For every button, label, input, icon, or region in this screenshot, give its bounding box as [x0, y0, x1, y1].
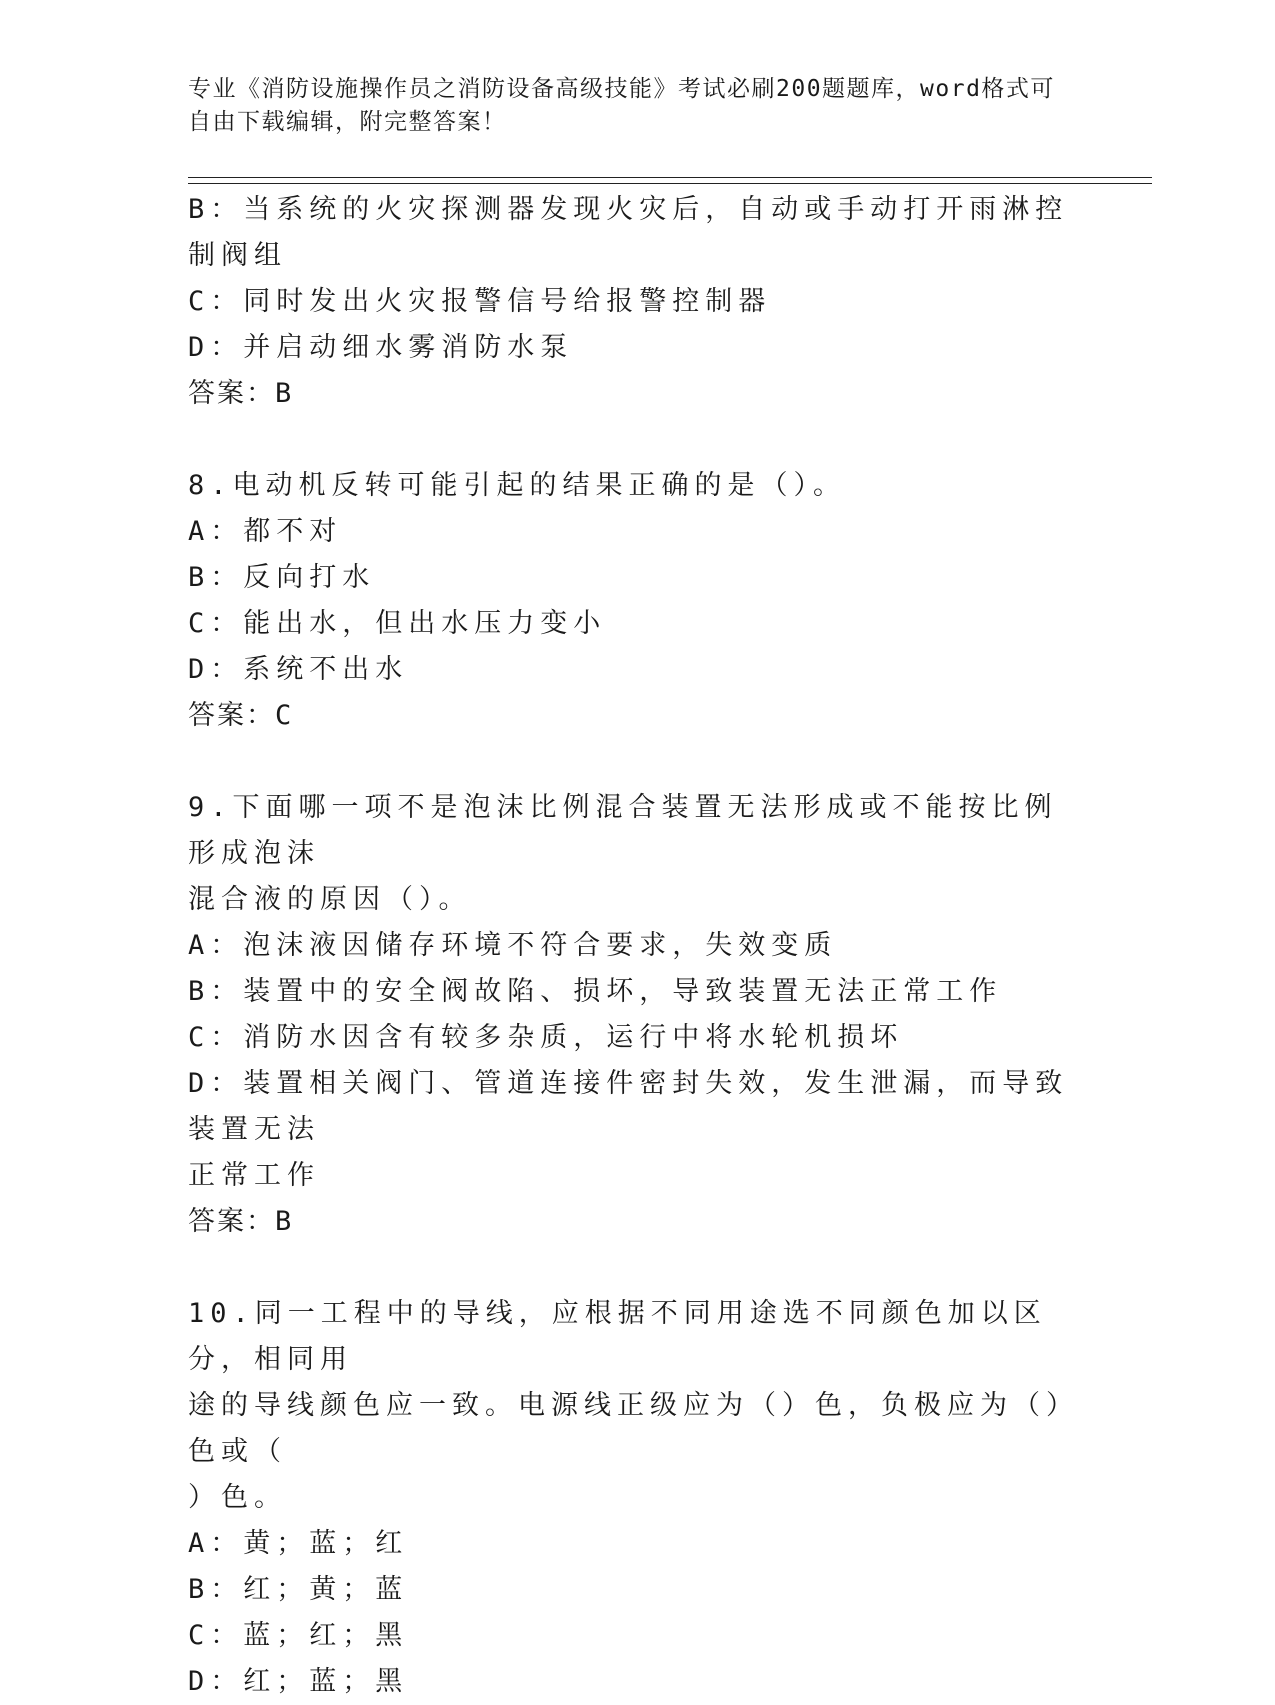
- option-b: B：红；黄；蓝: [188, 1574, 409, 1605]
- question-9: [188, 785, 1088, 1245]
- option-c: C：能出水，但出水压力变小: [188, 608, 607, 639]
- option-d: D：系统不出水: [188, 654, 409, 685]
- spacer: [188, 1245, 1088, 1291]
- option-b: B：装置中的安全阀故陷、损坏，导致装置无法正常工作: [188, 976, 1003, 1007]
- question-list: [188, 187, 1088, 1705]
- option-d-line2: 正常工作: [188, 1160, 320, 1191]
- question-text-line1: 10.同一工程中的导线，应根据不同用途选不同颜色加以区分，相同用: [188, 1298, 1047, 1375]
- option-a: A：黄；蓝；红: [188, 1528, 409, 1559]
- spacer: [188, 739, 1088, 785]
- option-d-line1: D：装置相关阀门、管道连接件密封失效，发生泄漏，而导致装置无法: [188, 1068, 1069, 1145]
- question-8: [188, 463, 1088, 739]
- header-divider-bottom: [188, 183, 1152, 184]
- answer-line: 答案：B: [188, 378, 294, 409]
- option-b: B：当系统的火灾探测器发现火灾后，自动或手动打开雨淋控制阀组: [188, 194, 1069, 271]
- question-10: [188, 1291, 1088, 1705]
- document-header: [188, 73, 1068, 139]
- question-text-line3: ）色。: [188, 1482, 287, 1513]
- header-title-line2: 自由下载编辑，附完整答案！: [188, 109, 507, 135]
- question-7-continuation: [188, 187, 1088, 417]
- option-d: D：红；蓝；黑: [188, 1666, 409, 1697]
- question-text: 8.电动机反转可能引起的结果正确的是（）。: [188, 470, 847, 501]
- option-b: B：反向打水: [188, 562, 376, 593]
- option-c: C：蓝；红；黑: [188, 1620, 409, 1651]
- header-divider-top: [188, 177, 1152, 178]
- question-text-line2: 途的导线颜色应一致。电源线正级应为（）色，负极应为（）色或（: [188, 1390, 1079, 1467]
- option-d: D：并启动细水雾消防水泵: [188, 332, 574, 363]
- answer-line: 答案：B: [188, 1206, 294, 1237]
- spacer: [188, 417, 1088, 463]
- question-text-line2: 混合液的原因（）。: [188, 884, 472, 915]
- question-text-line1: 9.下面哪一项不是泡沫比例混合装置无法形成或不能按比例形成泡沫: [188, 792, 1058, 869]
- option-c: C：同时发出火灾报警信号给报警控制器: [188, 286, 772, 317]
- answer-line: 答案：C: [188, 700, 294, 731]
- option-a: A：都不对: [188, 516, 343, 547]
- header-title-line1: 专业《消防设施操作员之消防设备高级技能》考试必刷200题题库，word格式可: [188, 76, 1055, 102]
- option-c: C：消防水因含有较多杂质，运行中将水轮机损坏: [188, 1022, 904, 1053]
- option-a: A：泡沫液因储存环境不符合要求，失效变质: [188, 930, 838, 961]
